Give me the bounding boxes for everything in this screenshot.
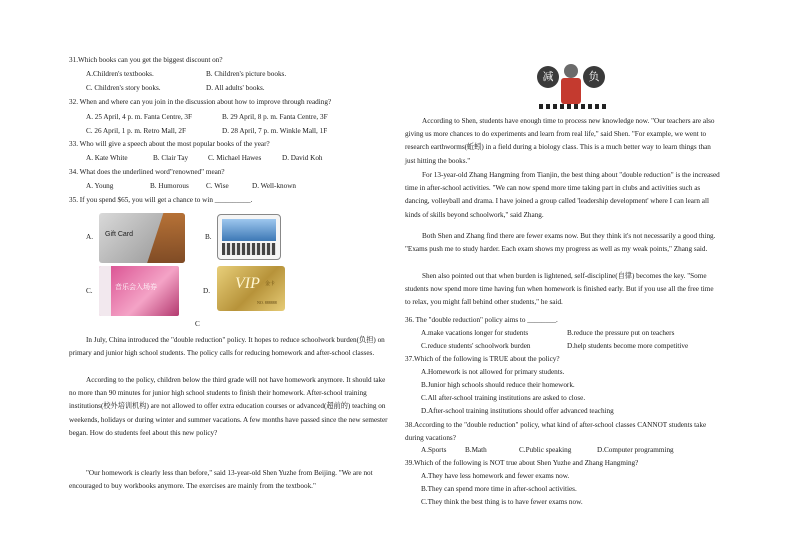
q34-option-b: B. Humorous bbox=[150, 182, 189, 190]
q31-option-a: A.Children's textbooks. bbox=[86, 70, 154, 78]
question-36: 36. The "double reduction" policy aims to ________. bbox=[405, 316, 558, 324]
question-32: 32. When and where can you join in the discussion about how to improve through reading? bbox=[69, 98, 332, 106]
q39-option-a: A.They have less homework and fewer exams now. bbox=[421, 472, 570, 480]
q35-option-b-label: B. bbox=[205, 233, 212, 241]
q36-option-d: D.help students become more competitive bbox=[567, 342, 689, 350]
q38-option-b: B.Math bbox=[465, 446, 487, 454]
q31-option-d: D. All adults' books. bbox=[206, 84, 265, 92]
q32-option-c: C. 26 April, 1 p. m. Retro Mall, 2F bbox=[86, 127, 187, 135]
q34-option-c: C. Wise bbox=[206, 182, 229, 190]
tablet-image bbox=[217, 214, 281, 260]
q35-option-c-label: C. bbox=[86, 287, 93, 295]
question-31: 31.Which books can you get the biggest discount on? bbox=[69, 56, 223, 64]
vip-number-text: NO. 888888 bbox=[257, 300, 277, 305]
passage-paragraph-2: According to the policy, children below the third grade will not have homework anymore. It should take no more than 90 minutes for junior high school students to finish their homework. After-school training institutions(校外培训机构) are not allowed to offer extra education courses or advanced(超前的) teaching on weekends, holidays or during winter and summer vacations. A few months have passed since the new semester began. How do students feel about this new policy? bbox=[69, 376, 388, 437]
question-35: 35. If you spend $65, you will get a chance to win __________. bbox=[69, 196, 253, 204]
gift-card-text: Gift Card bbox=[105, 231, 134, 238]
concert-ticket-text: 音乐会入场券 bbox=[115, 283, 157, 291]
burden-sign-text: 负 bbox=[583, 66, 605, 88]
q37-option-c: C.All after-school training institutions are asked to close. bbox=[421, 394, 586, 402]
q31-option-b: B. Children's picture books. bbox=[206, 70, 287, 78]
q35-option-d-label: D. bbox=[203, 287, 210, 295]
passage-paragraph-6: Both Shen and Zhang find there are fewer exams now. But they think it's not necessarily a good thing. "Exams push me to study harder. Each exam shows my progress as well as my weak points," Zhang said. bbox=[405, 232, 716, 254]
q39-option-c: C.They think the best thing is to have fewer exams now. bbox=[421, 498, 583, 506]
question-33: 33. Who will give a speech about the most popular books of the year? bbox=[69, 140, 270, 148]
q33-option-a: A. Kate White bbox=[86, 154, 128, 162]
passage-paragraph-5: For 13-year-old Zhang Hangming from Tianjin, the best thing about "double reduction" is the increased time in after-school activities. "We can now spend more time taking part in clubs and activities such as dancing, volleyball and drama. I have joined a group called 'leadership development' where I can learn all kinds of skills beyond schoolwork," said Zhang. bbox=[405, 171, 720, 219]
q32-option-b: B. 29 April, 8 p. m. Fanta Centre, 3F bbox=[222, 113, 328, 121]
question-39: 39.Which of the following is NOT true about Shen Yuzhe and Zhang Hangming? bbox=[405, 459, 639, 467]
q38-option-c: C.Public speaking bbox=[519, 446, 572, 454]
question-34: 34. What does the underlined word"renowned" mean? bbox=[69, 168, 225, 176]
q37-option-b: B.Junior high schools should reduce their homework. bbox=[421, 381, 575, 389]
passage-paragraph-7: Shen also pointed out that when burden is lightened, self-discipline(自律) becomes the key. "Some students now spend more time having fun when homework is finished early. But if you use all the free time to relax, you might fall behind other students," he said. bbox=[405, 272, 714, 307]
gift-card-image bbox=[99, 213, 185, 263]
q34-option-d: D. Well-known bbox=[252, 182, 297, 190]
vip-card-image bbox=[217, 266, 285, 311]
q36-option-b: B.reduce the pressure put on teachers bbox=[567, 329, 675, 337]
q36-option-c: C.reduce students' schoolwork burden bbox=[421, 342, 531, 350]
q33-option-c: C. Michael Hawes bbox=[208, 154, 262, 162]
q31-option-c: C. Children's story books. bbox=[86, 84, 161, 92]
q36-option-a: A.make vacations longer for students bbox=[421, 329, 529, 337]
burden-reduction-cartoon bbox=[537, 60, 611, 110]
q37-option-a: A.Homework is not allowed for primary students. bbox=[421, 368, 565, 376]
concert-ticket-image bbox=[99, 266, 179, 316]
question-37: 37.Which of the following is TRUE about the policy? bbox=[405, 355, 560, 363]
q39-option-b: B.They can spend more time in after-school activities. bbox=[421, 485, 577, 493]
q38-option-a: A.Sports bbox=[421, 446, 447, 454]
q34-option-a: A. Young bbox=[86, 182, 114, 190]
q37-option-d: D.After-school training institutions should offer advanced teaching bbox=[421, 407, 614, 415]
q35-option-a-label: A. bbox=[86, 233, 93, 241]
passage-paragraph-4: According to Shen, students have enough time to process new knowledge now. "Our teachers are also giving us more chances to do experiments and learn from real life," said Shen. "For example, we went to research earthworms(蚯蚓) in a field during a biology class. This is a much better way to learn things than just hitting the books." bbox=[405, 117, 715, 165]
passage-paragraph-1: In July, China introduced the "double reduction" policy. It hopes to reduce schoolwork burden(负担) on primary and junior high school students. The policy calls for reducing homework and after-school classes. bbox=[69, 336, 385, 358]
q33-option-b: B. Clair Tay bbox=[153, 154, 189, 162]
minus-sign-text: 减 bbox=[537, 66, 559, 88]
passage-paragraph-3: "Our homework is clearly less than before," said 13-year-old Shen Yuzhe from Beijing. "We are not encouraged to buy workbooks anymore. The exercises are mainly from the textbook." bbox=[69, 469, 373, 491]
vip-sub-text: 金卡 bbox=[265, 282, 276, 287]
section-c-heading: C bbox=[195, 320, 200, 328]
vip-text: VIP bbox=[235, 275, 260, 292]
q32-option-a: A. 25 April, 4 p. m. Fanta Centre, 3F bbox=[86, 113, 193, 121]
question-38: 38.According to the "double reduction" policy, what kind of after-school classes CANNOT students take during vacations? bbox=[405, 421, 707, 442]
q33-option-d: D. David Koh bbox=[282, 154, 323, 162]
q32-option-d: D. 28 April, 7 p. m. Winkle Mall, 1F bbox=[222, 127, 328, 135]
q38-option-d: D.Computer programming bbox=[597, 446, 674, 454]
